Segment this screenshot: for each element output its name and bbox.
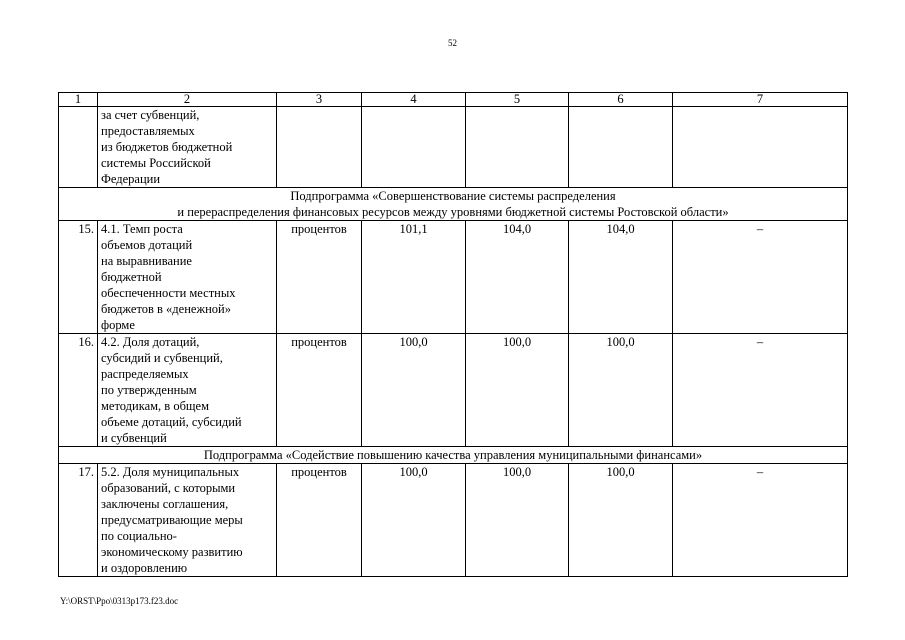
- value-cell: 100,0: [466, 334, 569, 447]
- value-cell: [362, 107, 466, 188]
- unit-cell: [277, 107, 362, 188]
- value-cell: [569, 107, 673, 188]
- row-number: 17.: [59, 464, 98, 577]
- value-cell: 100,0: [466, 464, 569, 577]
- row-number-cell: [59, 107, 98, 188]
- subprogram-title: Подпрограмма «Содействие повышению качества управления муниципальными финансами»: [59, 447, 848, 464]
- column-header: 1: [59, 93, 98, 107]
- value-cell: 100,0: [569, 334, 673, 447]
- row-number: 16.: [59, 334, 98, 447]
- subprogram-title: Подпрограмма «Совершенствование системы распределения и перераспределения финансовых ресурсов между уровнями бюджетной системы Ростовской области»: [59, 188, 848, 221]
- header-row: [59, 93, 848, 107]
- subprogram-row: [59, 447, 848, 464]
- column-header: 4: [362, 93, 466, 107]
- table-row: [59, 334, 848, 447]
- subprogram-row: [59, 188, 848, 221]
- table-row: [59, 221, 848, 334]
- value-cell: –: [673, 334, 848, 447]
- value-cell: 100,0: [362, 334, 466, 447]
- indicator-cell: 4.1. Темп роста объемов дотаций на выравнивание бюджетной обеспеченности местных бюджетов в «денежной» форме: [98, 221, 277, 334]
- value-cell: 100,0: [569, 464, 673, 577]
- table-row: [59, 464, 848, 577]
- column-header: 2: [98, 93, 277, 107]
- unit-cell: процентов: [277, 334, 362, 447]
- value-cell: 100,0: [362, 464, 466, 577]
- value-cell: –: [673, 221, 848, 334]
- value-cell: 104,0: [569, 221, 673, 334]
- indicator-cell: 4.2. Доля дотаций, субсидий и субвенций, распределяемых по утвержденным методикам, в общем объеме дотаций, субсидий и субвенций: [98, 334, 277, 447]
- value-cell: 101,1: [362, 221, 466, 334]
- value-cell: 104,0: [466, 221, 569, 334]
- column-header: 7: [673, 93, 848, 107]
- value-cell: [466, 107, 569, 188]
- value-cell: [673, 107, 848, 188]
- file-path-footer: Y:\ORST\Ppo\0313p173.f23.doc: [60, 596, 179, 606]
- indicators-table: [58, 92, 848, 577]
- column-header: 5: [466, 93, 569, 107]
- column-header: 3: [277, 93, 362, 107]
- indicator-cell: за счет субвенций, предоставляемых из бюджетов бюджетной системы Российской Федерации: [98, 107, 277, 188]
- unit-cell: процентов: [277, 464, 362, 577]
- unit-cell: процентов: [277, 221, 362, 334]
- column-header: 6: [569, 93, 673, 107]
- continuation-row: [59, 107, 848, 188]
- row-number: 15.: [59, 221, 98, 334]
- indicator-cell: 5.2. Доля муниципальных образований, с которыми заключены соглашения, предусматривающие меры по социально- экономическому развитию и оздоровлению: [98, 464, 277, 577]
- page-number: 52: [448, 38, 457, 48]
- value-cell: –: [673, 464, 848, 577]
